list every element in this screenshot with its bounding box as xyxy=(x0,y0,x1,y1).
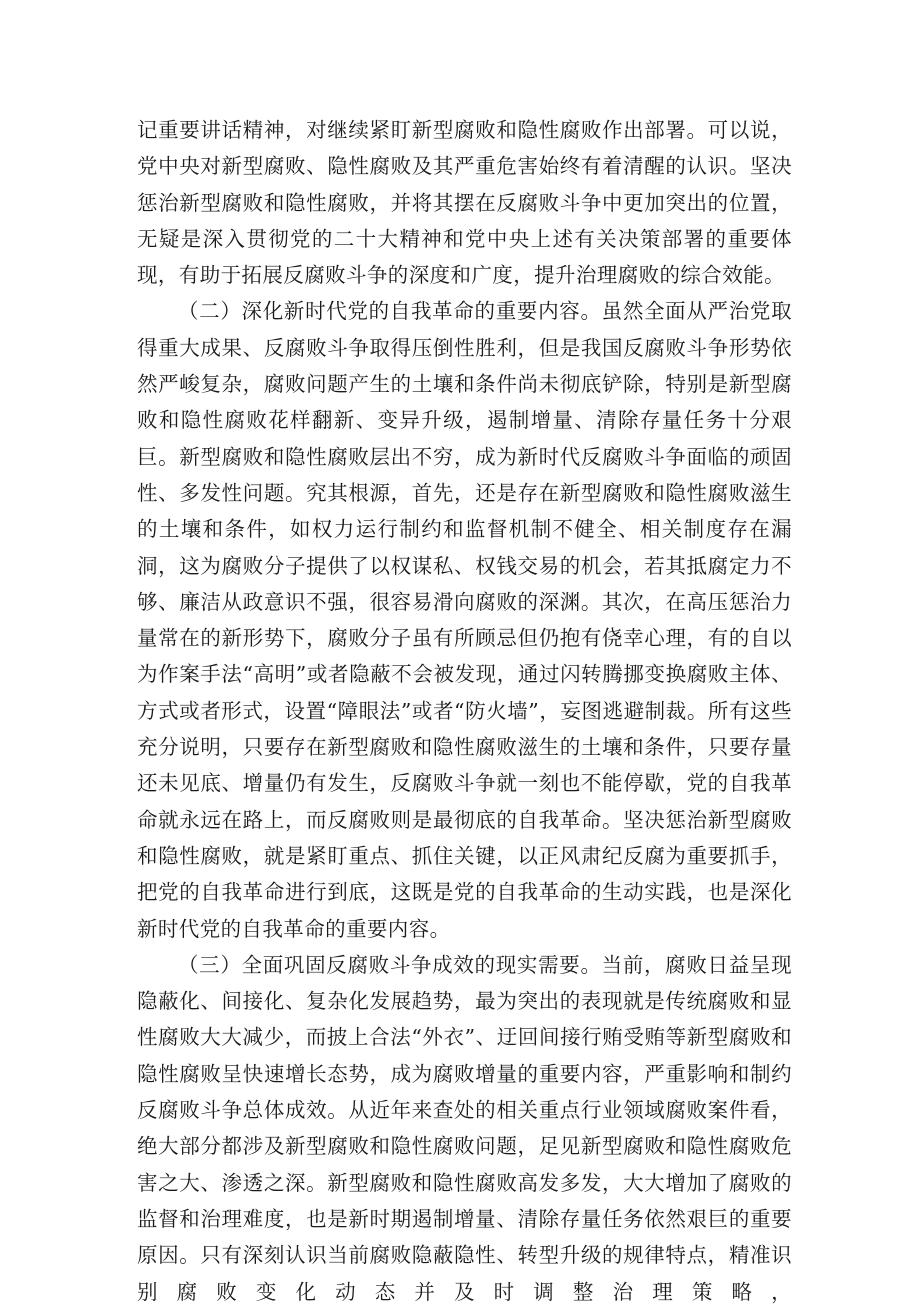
paragraph-continued: 记重要讲话精神，对继续紧盯新型腐败和隐性腐败作出部署。可以说，党中央对新型腐败、隐性腐败及其严重危害始终有着清醒的认识。坚决惩治新型腐败和隐性腐败，并将其摆在反腐败斗争中更加突出的位置，无疑是深入贯彻党的二十大精神和党中央上述有关决策部署的重要体现，有助于拓展反腐败斗争的深度和广度，提升治理腐败的综合效能。 xyxy=(137,118,792,288)
document-body xyxy=(137,112,792,1310)
paragraph-section-three: （三）全面巩固反腐败斗争成效的现实需要。当前，腐败日益呈现隐蔽化、间接化、复杂化发展趋势，最为突出的表现就是传统腐败和显性腐败大大减少，而披上合法“外衣”、迂回间接行贿受贿等新型腐败和隐性腐败呈快速增长态势，成为腐败增量的重要内容，严重影响和制约反腐败斗争总体成效。从近年来查处的相关重点行业领域腐败案件看，绝大部分都涉及新型腐败和隐性腐败问题，足见新型腐败和隐性腐败危害之大、渗透之深。新型腐败和隐性腐败高发多发，大大增加了腐败的监督和治理难度，也是新时期遏制增量、清除存量任务依然艰巨的重要原因。只有深刻认识当前腐败隐蔽隐性、转型升级的规律特点，精准识别腐败变化动态并及时调整治理策略， xyxy=(137,952,792,1304)
paragraph-section-two: （二）深化新时代党的自我革命的重要内容。虽然全面从严治党取得重大成果、反腐败斗争取得压倒性胜利，但是我国反腐败斗争形势依然严峻复杂，腐败问题产生的土壤和条件尚未彻底铲除，特别是新型腐败和隐性腐败花样翻新、变异升级，遏制增量、清除存量任务十分艰巨。新型腐败和隐性腐败层出不穷，成为新时代反腐败斗争面临的顽固性、多发性问题。究其根源，首先，还是存在新型腐败和隐性腐败滋生的土壤和条件，如权力运行制约和监督机制不健全、相关制度存在漏洞，这为腐败分子提供了以权谋私、权钱交易的机会，若其抵腐定力不够、廉洁从政意识不强，很容易滑向腐败的深渊。其次，在高压惩治力量常在的新形势下，腐败分子虽有所顾忌但仍抱有侥幸心理，有的自以为作案手法“高明”或者隐蔽不会被发现，通过闪转腾挪变换腐败主体、方式或者形式，设置“障眼法”或者“防火墙”，妄图逃避制裁。所有这些充分说明，只要存在新型腐败和隐性腐败滋生的土壤和条件，只要存量还未见底、增量仍有发生，反腐败斗争就一刻也不能停歇，党的自我革命就永远在路上，而反腐败则是最彻底的自我革命。坚决惩治新型腐败和隐性腐败，就是紧盯重点、抓住关键，以正风肃纪反腐为重要抓手，把党的自我革命进行到底，这既是党的自我革命的生动实践，也是深化新时代党的自我革命的重要内容。 xyxy=(137,299,792,941)
